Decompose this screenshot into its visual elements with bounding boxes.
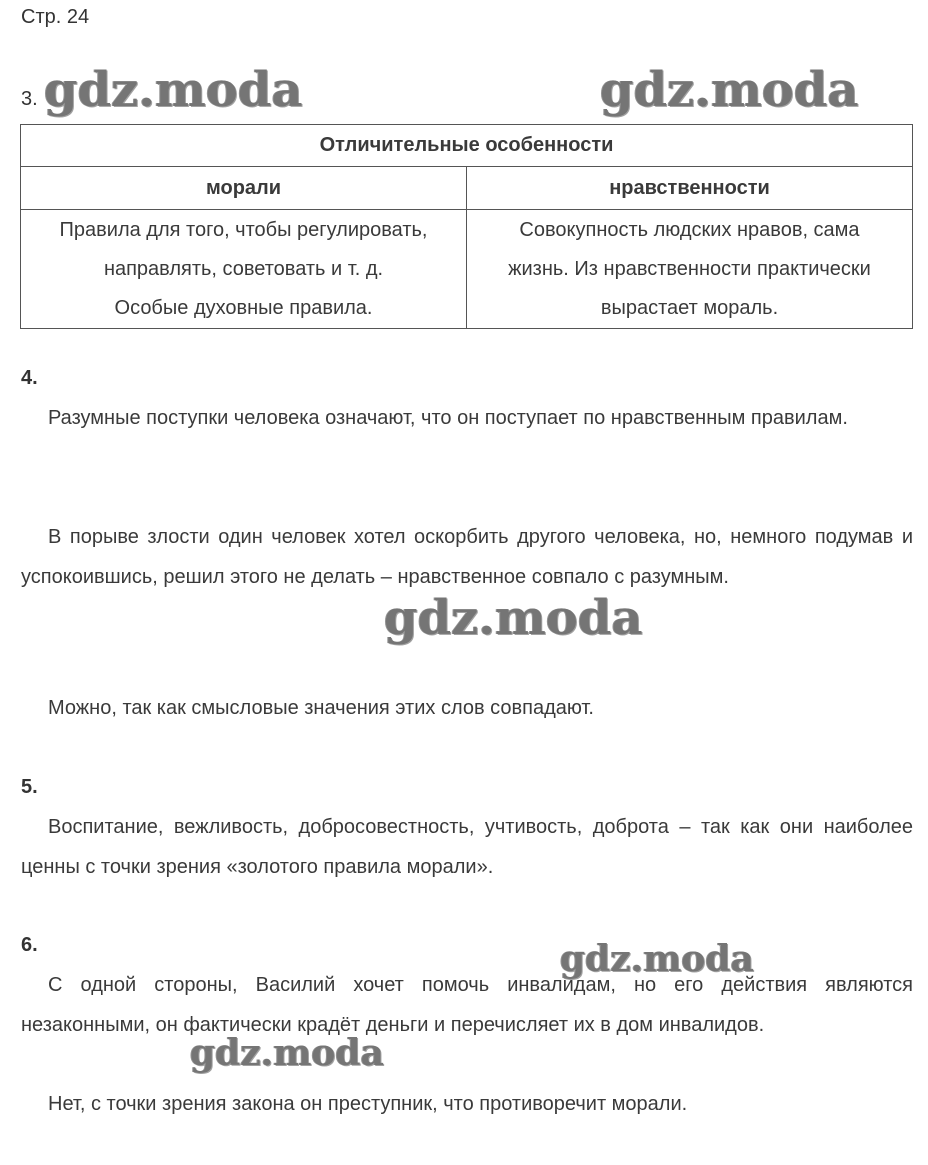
- column-header-ethics: нравственности: [467, 167, 913, 210]
- task-4-paragraph-2: В порыве злости один человек хотел оскорбить другого человека, но, немного подумав и успокоившись, решил этого не делать – нравственное совпало с разумным.: [21, 526, 913, 588]
- cell-line: жизнь. Из нравственности практически: [508, 257, 871, 280]
- column-header-morality: морали: [21, 167, 467, 210]
- watermark-logo: gdz.moda: [560, 938, 754, 980]
- comparison-table: [20, 124, 913, 329]
- watermark-logo: gdz.moda: [190, 1032, 384, 1074]
- watermark-logo: gdz.moda: [384, 590, 643, 646]
- cell-morality: [21, 210, 467, 329]
- watermark-logo: gdz.moda: [44, 62, 303, 118]
- table-header: Отличительные особенности: [21, 125, 913, 167]
- task-6-paragraph-1: С одной стороны, Василий хочет помочь инвалидам, но его действия являются незаконными, он фактически крадёт деньги и перечисляет их в дом инвалидов.: [21, 974, 913, 1036]
- task-5-paragraph-1: Воспитание, вежливость, добросовестность, учтивость, доброта – так как они наиболее ценны с точки зрения «золотого правила морали».: [21, 816, 913, 878]
- cell-line: Особые духовные правила.: [114, 296, 373, 319]
- task-6-number: 6.: [21, 934, 38, 956]
- watermark-logo: gdz.moda: [600, 62, 859, 118]
- task-4-paragraph-1: Разумные поступки человека означают, что он поступает по нравственным правилам.: [48, 407, 848, 429]
- cell-line: направлять, советовать и т. д.: [103, 257, 384, 280]
- task-4-number: 4.: [21, 367, 38, 389]
- table-row: [21, 210, 913, 329]
- cell-line: Правила для того, чтобы регулировать,: [59, 218, 428, 241]
- task-4-paragraph-3: Можно, так как смысловые значения этих слов совпадают.: [48, 697, 594, 719]
- task-3-number: 3.: [21, 88, 38, 110]
- task-5-number: 5.: [21, 776, 38, 798]
- cell-line: Совокупность людских нравов, сама: [519, 218, 860, 241]
- page-number: Стр. 24: [21, 6, 90, 28]
- task-6-paragraph-2: Нет, с точки зрения закона он преступник, что противоречит морали.: [48, 1093, 688, 1115]
- cell-line: вырастает мораль.: [600, 296, 779, 319]
- cell-ethics: [467, 210, 913, 329]
